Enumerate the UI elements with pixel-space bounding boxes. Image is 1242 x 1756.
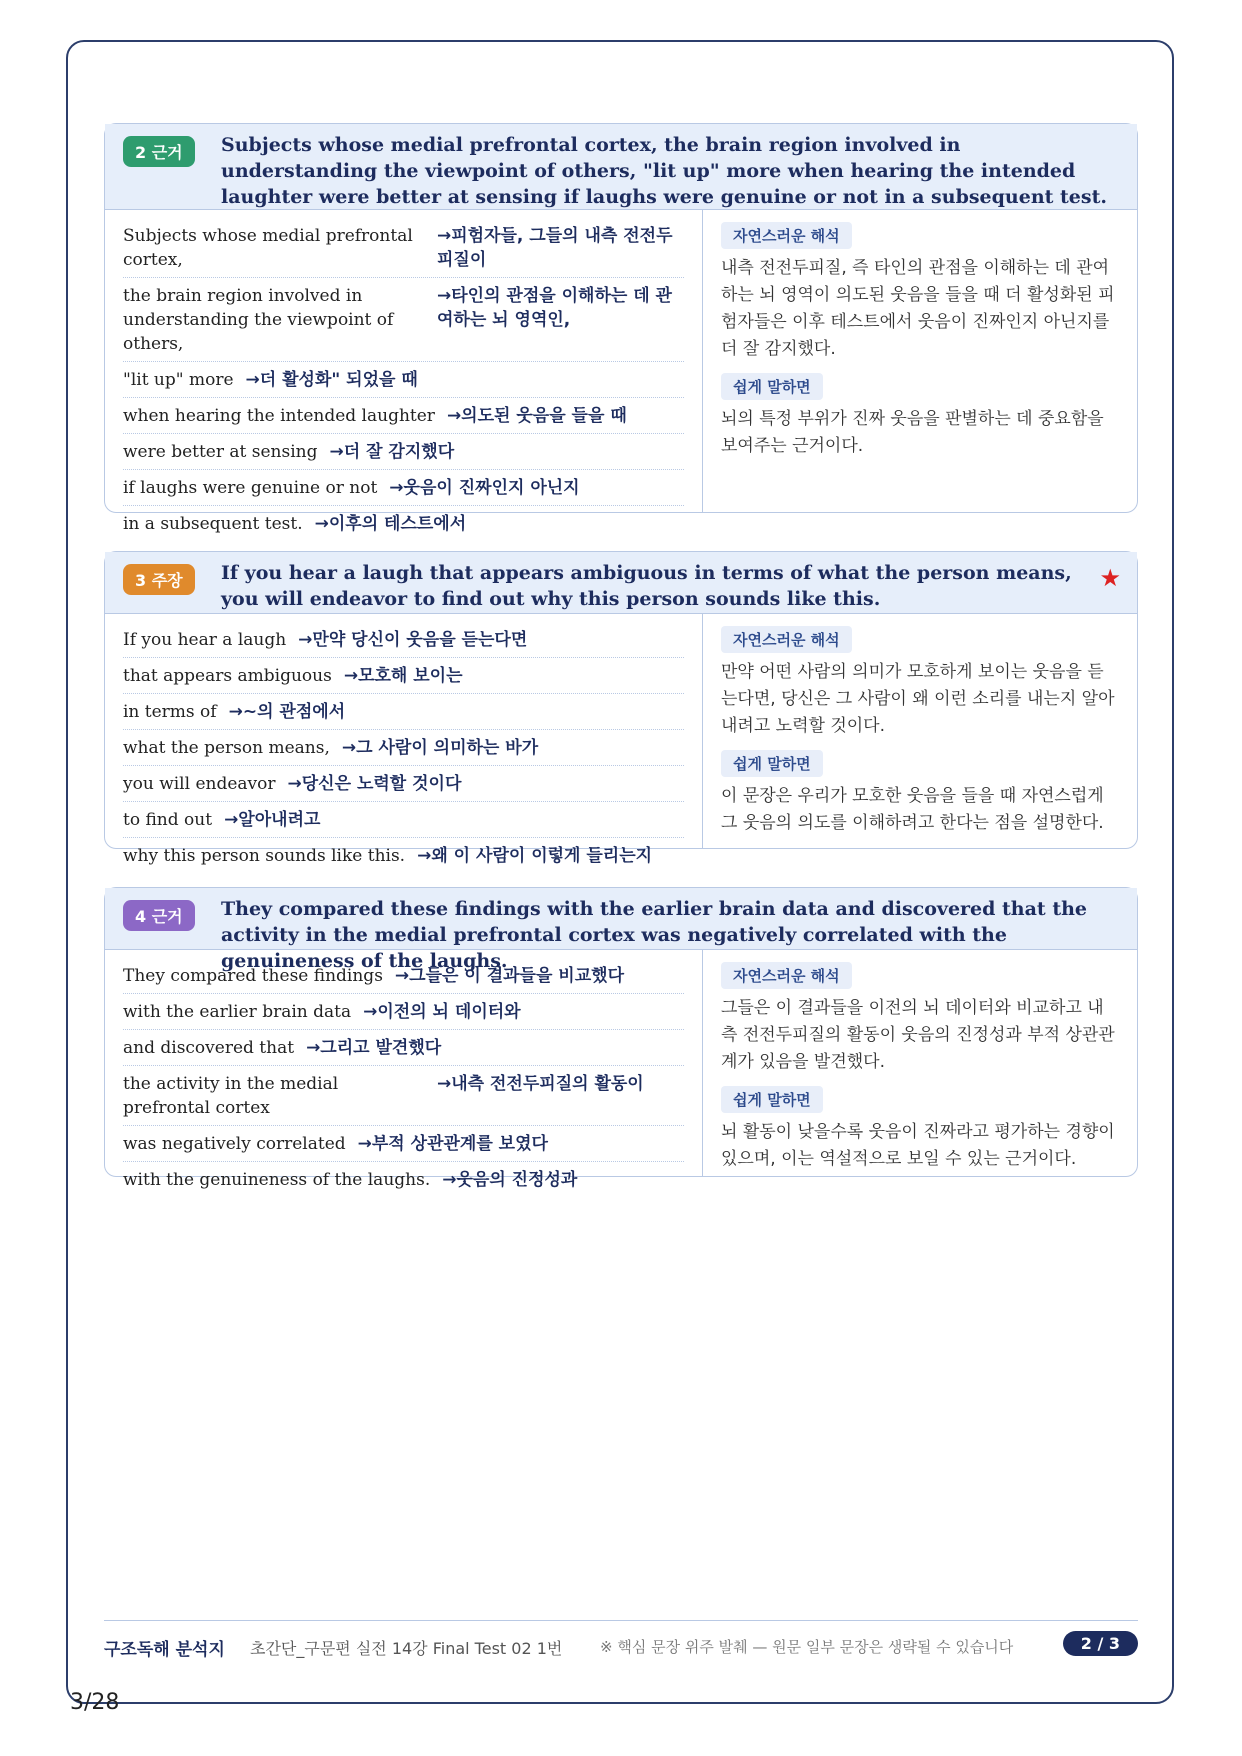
phrase-row — [123, 434, 684, 470]
phrase-en: was negatively correlated — [123, 1134, 346, 1154]
easy-text: 이 문장은 우리가 모호한 웃음을 들을 때 자연스럽게 그 웃음의 의도를 이해하려고 한다는 점을 설명한다. — [721, 786, 1104, 833]
star-icon: ★ — [1099, 564, 1121, 592]
phrase-en: If you hear a laugh — [123, 630, 287, 650]
phrase-row — [123, 802, 684, 838]
page-number: 3/28 — [70, 1690, 120, 1715]
phrase-en: what the person means, — [123, 738, 330, 758]
phrase-en: in a subsequent test. — [123, 514, 303, 534]
phrase-en: They compared these findings — [123, 966, 383, 986]
phrase-en: you will endeavor — [123, 774, 276, 794]
section-body — [105, 614, 1137, 866]
interpretation-panel — [703, 614, 1137, 848]
phrase-list — [105, 210, 703, 534]
phrase-ko: →더 잘 감지했다 — [329, 442, 455, 462]
section-card-3 — [104, 551, 1138, 866]
phrase-ko: →피험자들, 그들의 내측 전전두피질이 — [437, 226, 673, 270]
phrase-row — [123, 958, 684, 994]
phrase-row — [123, 470, 684, 506]
phrase-en: if laughs were genuine or not — [123, 478, 378, 498]
phrase-row — [123, 730, 684, 766]
phrase-ko: →알아내려고 — [224, 810, 321, 830]
phrase-row — [123, 838, 684, 873]
natural-text: 내측 전전두피질, 즉 타인의 관점을 이해하는 데 관여하는 뇌 영역이 의도된 웃음을 들을 때 더 활성화된 피험자들은 이후 테스트에서 웃음이 진짜인지 아닌지를 더 잘 감지했다. — [721, 258, 1115, 359]
phrase-row — [123, 1030, 684, 1066]
section-body — [105, 210, 1137, 534]
phrase-ko: →이전의 뇌 데이터와 — [363, 1002, 521, 1022]
section-tag: 2 근거 — [123, 136, 195, 167]
phrase-en: in terms of — [123, 702, 217, 722]
easy-label: 쉽게 말하면 — [721, 373, 823, 400]
section-header — [105, 888, 1137, 972]
section-tag: 3 주장 — [123, 564, 195, 595]
phrase-row — [123, 278, 684, 362]
phrase-ko: →왜 이 사람이 이렇게 들리는지 — [417, 846, 653, 866]
easy-text: 뇌 활동이 낮을수록 웃음이 진짜라고 평가하는 경향이 있으며, 이는 역설적으로 보일 수 있는 근거이다. — [721, 1122, 1115, 1169]
interpretation-panel — [703, 950, 1137, 1176]
phrase-ko: →모호해 보이는 — [343, 666, 463, 686]
phrase-ko: →그 사람이 의미하는 바가 — [341, 738, 539, 758]
phrase-en: that appears ambiguous — [123, 666, 332, 686]
natural-text: 만약 어떤 사람의 의미가 모호하게 보이는 웃음을 듣는다면, 당신은 그 사람이 왜 이런 소리를 내는지 알아내려고 노력할 것이다. — [721, 662, 1115, 736]
section-header — [105, 552, 1137, 614]
phrase-ko: →그리고 발견했다 — [306, 1038, 442, 1058]
section-headline: If you hear a laugh that appears ambiguous in terms of what the person means, you will endeavor to find out why this person sounds like this. — [221, 562, 1072, 610]
phrase-row — [123, 658, 684, 694]
phrase-en: when hearing the intended laughter — [123, 406, 435, 426]
section-card-4 — [104, 887, 1138, 1190]
phrase-en: why this person sounds like this. — [123, 846, 406, 866]
interpretation-panel — [703, 210, 1137, 512]
phrase-ko: →당신은 노력할 것이다 — [287, 774, 462, 794]
phrase-row — [123, 218, 684, 278]
phrase-row — [123, 994, 684, 1030]
phrase-en: and discovered that — [123, 1038, 295, 1058]
phrase-ko: →만약 당신이 웃음을 듣는다면 — [298, 630, 528, 650]
phrase-en: with the genuineness of the laughs. — [123, 1170, 431, 1190]
footer-title: 구조독해 분석지 — [104, 1640, 225, 1660]
phrase-row — [123, 506, 684, 541]
section-tag: 4 근거 — [123, 900, 195, 931]
phrase-ko: →의도된 웃음을 들을 때 — [446, 406, 627, 426]
phrase-ko: →타인의 관점을 이해하는 데 관여하는 뇌 영역인, — [437, 286, 672, 330]
section-header — [105, 124, 1137, 210]
phrase-ko: →부적 상관관계를 보였다 — [357, 1134, 548, 1154]
phrase-ko: →웃음의 진정성과 — [442, 1170, 578, 1190]
phrase-en: were better at sensing — [123, 442, 318, 462]
phrase-en: the brain region involved in understanding the viewpoint of others, — [123, 286, 394, 354]
phrase-ko: →~의 관점에서 — [228, 702, 346, 722]
footer-page-badge: 2 / 3 — [1063, 1631, 1138, 1656]
natural-text: 그들은 이 결과들을 이전의 뇌 데이터와 비교하고 내측 전전두피질의 활동이 웃음의 진정성과 부적 상관관계가 있음을 발견했다. — [721, 998, 1115, 1072]
phrase-list — [105, 614, 703, 866]
section-card-2 — [104, 123, 1138, 534]
phrase-row — [123, 398, 684, 434]
phrase-row — [123, 1066, 684, 1126]
easy-label: 쉽게 말하면 — [721, 1086, 823, 1113]
phrase-row — [123, 622, 684, 658]
phrase-ko: →내측 전전두피질의 활동이 — [437, 1074, 644, 1094]
easy-text: 뇌의 특정 부위가 진짜 웃음을 판별하는 데 중요함을 보여주는 근거이다. — [721, 409, 1104, 456]
phrase-row — [123, 362, 684, 398]
phrase-ko: →이후의 테스트에서 — [314, 514, 467, 534]
phrase-row — [123, 1162, 684, 1197]
phrase-ko: →그들은 이 결과들을 비교했다 — [394, 966, 624, 986]
natural-label: 자연스러운 해석 — [721, 962, 852, 989]
footer-note: ※ 핵심 문장 위주 발췌 — 원문 일부 문장은 생략될 수 있습니다 — [600, 1638, 1014, 1656]
phrase-row — [123, 694, 684, 730]
phrase-en: the activity in the medial prefrontal cortex — [123, 1074, 339, 1118]
phrase-en: with the earlier brain data — [123, 1002, 352, 1022]
phrase-ko: →더 활성화" 되었을 때 — [245, 370, 418, 390]
natural-label: 자연스러운 해석 — [721, 626, 852, 653]
footer-subtitle: 초간단_구문편 실전 14강 Final Test 02 1번 — [250, 1639, 563, 1658]
phrase-row — [123, 766, 684, 802]
natural-label: 자연스러운 해석 — [721, 222, 852, 249]
phrase-en: "lit up" more — [123, 370, 234, 390]
phrase-en: Subjects whose medial prefrontal cortex, — [123, 226, 413, 270]
section-body — [105, 950, 1137, 1190]
phrase-en: to find out — [123, 810, 213, 830]
section-headline: They compared these findings with the earlier brain data and discovered that the activity in the medial prefrontal cortex was negatively correlated with the genuineness of the laughs. — [221, 898, 1088, 972]
page-footer — [104, 1620, 1138, 1660]
easy-label: 쉽게 말하면 — [721, 750, 823, 777]
phrase-ko: →웃음이 진짜인지 아닌지 — [389, 478, 580, 498]
section-headline: Subjects whose medial prefrontal cortex, the brain region involved in understanding the viewpoint of others, "lit up" more when hearing the intended laughter were better at sensing if laughs were genuine or not in a subsequent test. — [221, 134, 1107, 208]
phrase-row — [123, 1126, 684, 1162]
phrase-list — [105, 950, 703, 1190]
